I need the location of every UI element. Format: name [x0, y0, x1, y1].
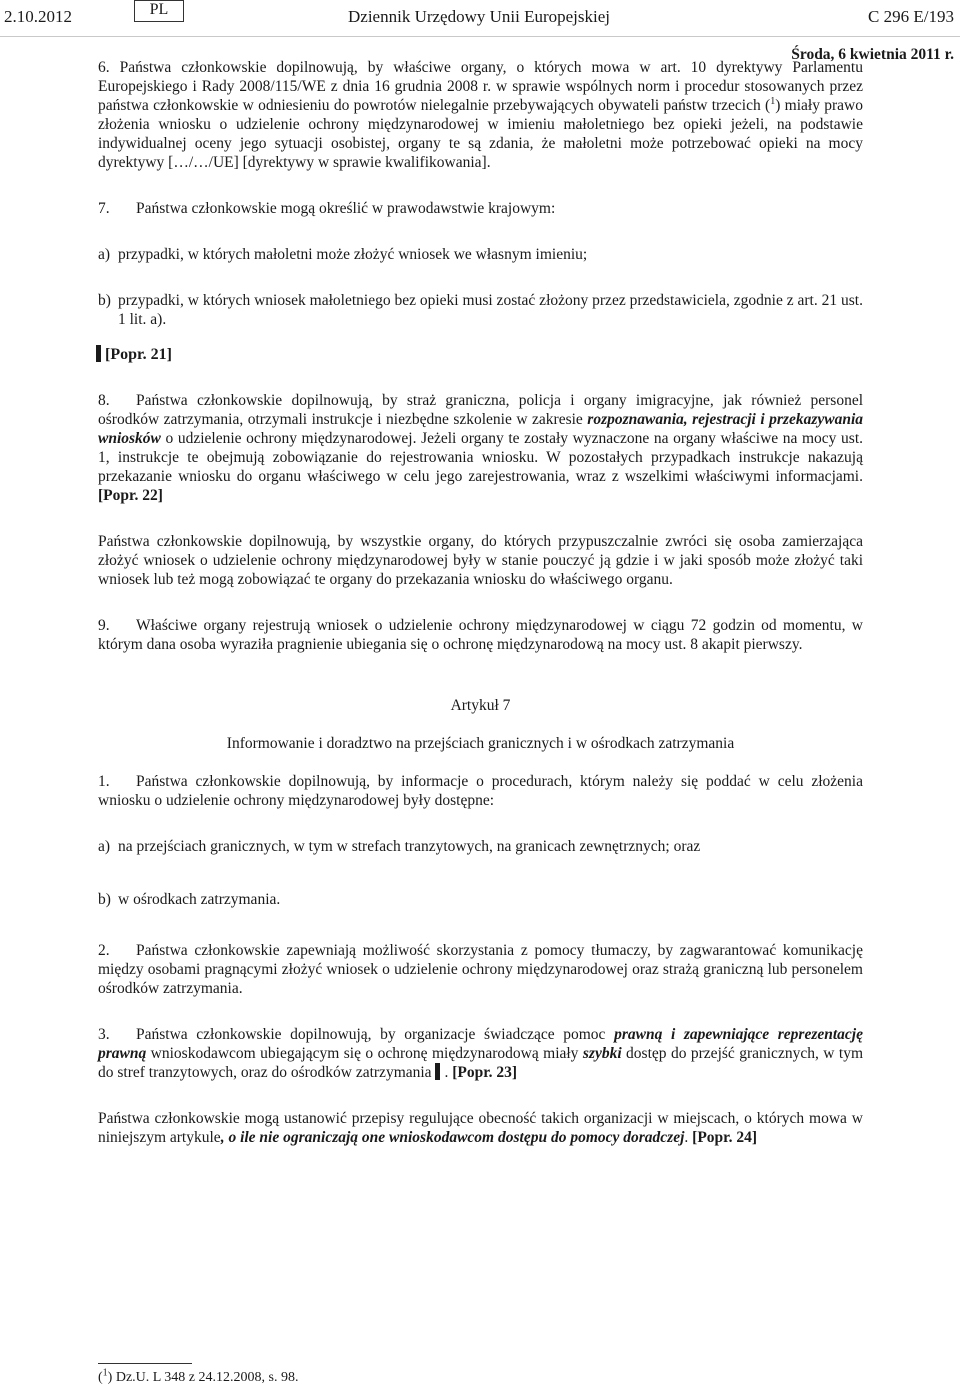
amendment-22: [Popr. 22] [98, 487, 163, 504]
paragraph-7b: b) przypadki, w których wniosek małoletniego bez opieki musi zostać złożony przez przedstawiciela, zgodnie z art. 21 ust. 1 lit. a). [98, 292, 863, 328]
footnote: ($^1$) Dz.U. L 348 z 24.12.2008, s. 98. [98, 1367, 299, 1385]
amendment-21: [Popr. 21] [96, 345, 861, 364]
document-body [98, 58, 863, 1147]
footnote-ref[interactable]: 1 [770, 95, 776, 107]
language-badge: PL [134, 0, 184, 22]
article7-paragraph-3: 3. Państwa członkowskie dopilnowują, by organizacje świadczące pomoc prawną i zapewniające reprezentację prawną wnioskodawcom ubiegającym się o ochronę międzynarodową miały szybki dostęp do przejść granicznych, w tym do stref tranzytowych, oraz do ośrodków zatrzymania . [Popr. 23] [98, 1026, 863, 1081]
paragraph-8: 8. Państwa członkowskie dopilnowują, by straż graniczna, policja i organy imigracyjne, jak również personel ośrodków zatrzymania, otrzymali instrukcje i niezbędne szkolenie w zakresie rozpoznawania, rejestracji i przekazywania wniosków o udzielenie ochrony międzynarodowej. Jeżeli organy te zostały wyznaczone na organy właściwe na mocy ust. 1, instrukcje te obejmują zobowiązanie do rejestrowania wniosku. W pozostałych przypadkach instrukcje nakazują przekazanie wniosku do organu właściwego w celu jego zarejestrowania, wraz z wszelkimi właściwymi informacjami. [Popr. 22] [98, 392, 864, 504]
publication-date: 2.10.2012 [4, 7, 72, 26]
paragraph-7a: a) przypadki, w których małoletni może złożyć wniosek we własnym imieniu; [98, 246, 588, 263]
amendment-24: [Popr. 24] [692, 1129, 758, 1146]
paragraph-8-second: Państwa członkowskie dopilnowują, by wszystkie organy, do których przypuszczalnie zwróci się osoba zamierzająca złożyć wniosek o udzielenie ochrony międzynarodowej były w stanie pouczyć ją gdzie i w jaki sposób może złożyć taki wniosek lub też mogą zobowiązać te organy do przekazania wniosku do właściwego organu. [98, 533, 863, 588]
page-header [0, 0, 960, 30]
session-dateline: Środa, 6 kwietnia 2011 r. [791, 46, 954, 63]
article-heading: Artykuł 7 [450, 697, 511, 714]
journal-reference: C 296 E/193 [868, 7, 954, 26]
paragraph-9: 9. Właściwe organy rejestrują wniosek o udzielenie ochrony międzynarodowej w ciągu 72 godzin od momentu, w którym dana osoba wyraziła pragnienie ubiegania się o ochronę międzynarodową na mocy ust. 8 akapit pierwszy. [98, 617, 863, 653]
article7-paragraph-1: 1. Państwa członkowskie dopilnowują, by informacje o procedurach, którym należy się poddać w celu złożenia wniosku o udzielenie ochrony międzynarodowej były dostępne: [98, 773, 863, 809]
article7-paragraph-3-second: Państwa członkowskie mogą ustanowić przepisy regulujące obecność takich organizacji w miejscach, o których mowa w niniejszym artykule, o ile nie ograniczają one wnioskodawcom dostępu do pomocy doradczej. [Popr. 24] [98, 1110, 863, 1146]
header-divider [0, 36, 960, 37]
article7-paragraph-1a: a) na przejściach granicznych, w tym w strefach tranzytowych, na granicach zewnętrznych; oraz [98, 838, 701, 855]
paragraph-6: 6. Państwa członkowskie dopilnowują, by właściwe organy, o których mowa w art. 10 dyrektywy Parlamentu Europejskiego i Rady 2008/115/WE z dnia 16 grudnia 2008 r. w sprawie wspólnych norm i procedur stosowanych przez państwa członkowskie w odniesieniu do powrotów nielegalnie przebywających obywateli państw trzecich ($^1$) miały prawo złożenia wniosku o udzielenie ochrony międzynarodowej w imieniu małoletniego bez opieki jeżeli, na podstawie indywidualnej oceny jego sytuacji osobistej, organy te są zdania, że małoletni może potrzebować opieki na mocy dyrektywy […/…/UE] [dyrektywy w sprawie kwalifikowania]. [98, 59, 863, 171]
article7-paragraph-2: 2. Państwa członkowskie zapewniają możliwość skorzystania z pomocy tłumaczy, by zagwarantować komunikację między osobami pragnącymi złożyć wniosek o udzielenie ochrony międzynarodowej oraz strażą graniczną lub personelem ośrodków zatrzymania. [98, 942, 863, 997]
change-bar [435, 1063, 440, 1080]
amendment-23: [Popr. 23] [452, 1064, 518, 1081]
paragraph-7: 7. Państwa członkowskie mogą określić w prawodawstwie krajowym: [98, 200, 556, 217]
footnote-marker: 1 [102, 1367, 108, 1379]
journal-title: Dziennik Urzędowy Unii Europejskiej [348, 7, 611, 26]
article7-paragraph-1b: b) w ośrodkach zatrzymania. [98, 891, 281, 908]
change-bar [96, 345, 101, 362]
footnote-divider [98, 1363, 192, 1364]
article-title: Informowanie i doradztwo na przejściach granicznych i w ośrodkach zatrzymania [226, 735, 735, 752]
